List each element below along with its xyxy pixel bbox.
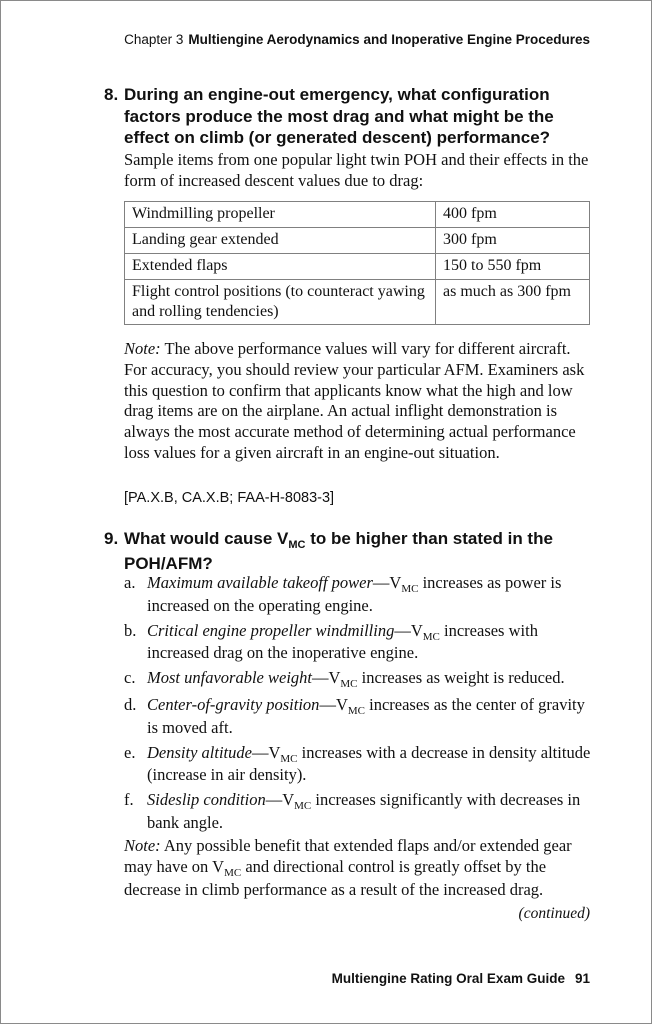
table-row bbox=[125, 202, 590, 228]
list-item: b. Critical engine propeller $windmilling—V_{MC}$ increases with increased drag on the inoperative engine. bbox=[124, 620, 538, 663]
table-cell-item: Extended flaps bbox=[125, 254, 436, 280]
page-number: 91 bbox=[574, 971, 590, 986]
note-label: Note: bbox=[124, 836, 161, 855]
factor-term: Most unfavorable weight bbox=[147, 668, 312, 688]
reference: [PA.X.B, CA.X.B; FAA-H-8083-3] bbox=[124, 490, 335, 506]
note-text: The above performance values will vary for different aircraft. For accuracy, you should review your particular AFM. Examiners ask this question to confirm that applicants know what the high and low drag items are on the airplane. An actual inflight demonstration is always the most accurate method of determining actual performance loss values for a given aircraft in an engine-out situation. bbox=[124, 339, 585, 462]
factor-term: Density altitude bbox=[147, 742, 252, 762]
table-cell-item: Landing gear extended bbox=[125, 228, 436, 254]
footer bbox=[332, 971, 590, 986]
table-cell-value: 300 fpm bbox=[436, 228, 590, 254]
running-head bbox=[124, 32, 590, 47]
table-row bbox=[125, 228, 590, 254]
table-cell-value: 150 to 550 fpm bbox=[436, 254, 590, 280]
question-text: What would cause $V_{MC}$ to be higher than stated in the POH/AFM? bbox=[124, 529, 553, 573]
question-text: During an engine-out emergency, what configuration factors produce the most drag and what might be the effect on climb (or generated descent) performance? bbox=[124, 85, 554, 147]
list-item: d. Center-of-gravity $position—V_{MC}$ increases as the center of gravity is moved aft. bbox=[124, 694, 585, 737]
vmc-factor-list bbox=[124, 573, 594, 838]
question-number: 9. bbox=[104, 529, 119, 548]
continued-label: (continued) bbox=[518, 905, 590, 922]
list-item: c. Most unfavorable $weight—V_{MC}$ increases as weight is reduced. bbox=[124, 668, 565, 691]
question-9 bbox=[104, 528, 584, 574]
book-title: Multiengine Rating Oral Exam Guide bbox=[331, 971, 565, 986]
chapter-number: Chapter 3 bbox=[124, 32, 184, 47]
q9-note: Note: Any possible benefit that extended flaps and/or extended gear may have on $V_{MC}$ and directional control is greatly offset by the decrease in climb performance as a result of the increased drag. bbox=[124, 836, 572, 899]
table-cell-item: Flight control positions (to counteract yawing and rolling tendencies) bbox=[125, 280, 436, 325]
factor-term: Center-of-gravity position bbox=[147, 694, 320, 714]
table-cell-value: 400 fpm bbox=[436, 202, 590, 228]
q8-intro: Sample items from one popular light twin POH and their effects in the form of increased descent values due to drag: bbox=[124, 150, 589, 190]
factor-term: Maximum available takeoff power bbox=[147, 573, 373, 592]
chapter-title: Multiengine Aerodynamics and Inoperative Engine Procedures bbox=[188, 32, 590, 47]
table-row bbox=[125, 280, 590, 325]
q8-note bbox=[124, 339, 594, 464]
factor-term: Critical engine propeller windmilling bbox=[147, 620, 395, 640]
drag-table bbox=[124, 201, 590, 325]
list-item: f. Sideslip $condition—V_{MC}$ increases significantly with decreases in bank angle. bbox=[124, 790, 581, 832]
table-row bbox=[125, 254, 590, 280]
question-number: 8. bbox=[104, 85, 119, 104]
table-cell-value: as much as 300 fpm bbox=[436, 280, 590, 325]
list-item: e. Density $altitude—V_{MC}$ increases with a decrease in density altitude (increase in air density). bbox=[124, 742, 591, 785]
list-item: a. Maximum available takeoff $power—V_{MC}$ increases as power is increased on the operating engine. bbox=[124, 573, 562, 615]
question-8 bbox=[104, 84, 584, 149]
note-label: Note: bbox=[124, 339, 161, 358]
factor-term: Sideslip condition bbox=[147, 790, 266, 810]
table-cell-item: Windmilling propeller bbox=[125, 202, 436, 228]
